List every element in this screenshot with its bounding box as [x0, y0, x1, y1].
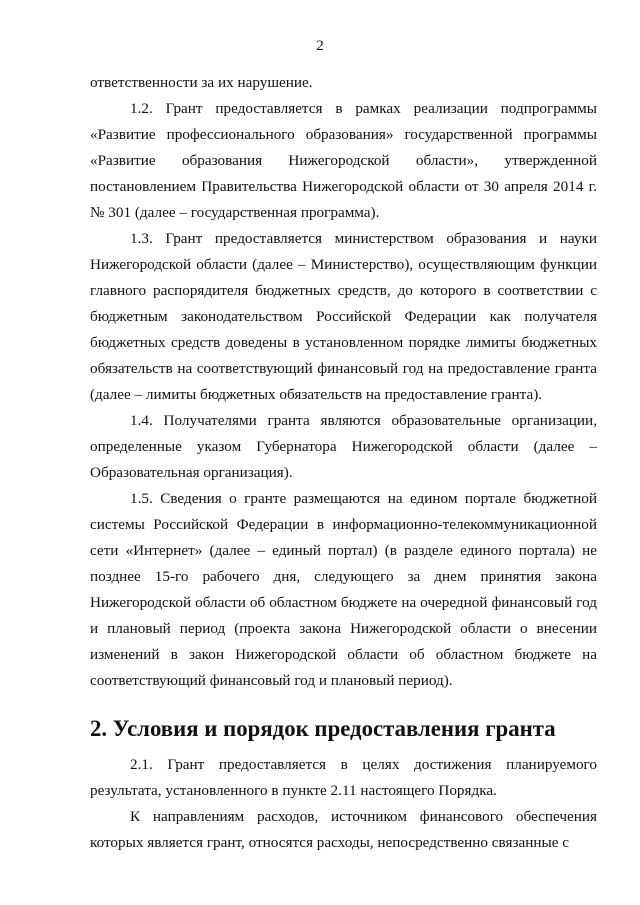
paragraph-expense-directions: К направлениям расходов, источником финансового обеспечения которых является грант, относятся расходы, непосредственно связанные с: [90, 808, 597, 851]
document-body: [90, 70, 597, 856]
paragraph-1-4: 1.4. Получателями гранта являются образовательные организации, определенные указом Губернатора Нижегородской области (далее – Образовательная организация).: [90, 412, 597, 481]
paragraph-1-3: 1.3. Грант предоставляется министерством образования и науки Нижегородской области (далее – Министерство), осуществляющим функции главного распорядителя бюджетных средств, до которого в соответствии с бюджетным законодательством Российской Федерации как получателя бюджетных средств доведены в установленном порядке лимиты бюджетных обязательств на соответствующий финансовый год на предоставление гранта (далее – лимиты бюджетных обязательств на предоставление гранта).: [90, 230, 597, 403]
paragraph-1-5: 1.5. Сведения о гранте размещаются на едином портале бюджетной системы Российской Федерации в информационно-телекоммуникационной сети «Интернет» (далее – единый портал) (в разделе единого портала) не позднее 15-го рабочего дня, следующего за днем принятия закона Нижегородской области об областном бюджете на очередной финансовый год и плановый период (проекта закона Нижегородской области о внесении изменений в закон Нижегородской области об областном бюджете на соответствующий финансовый год и плановый период).: [90, 490, 597, 689]
page-number: 2: [316, 38, 324, 54]
section-heading: 2. Условия и порядок предоставления гранта: [90, 716, 556, 741]
paragraph-1-2: 1.2. Грант предоставляется в рамках реализации подпрограммы «Развитие профессионального образования» государственной программы «Развитие образования Нижегородской области», утвержденной постановлением Правительства Нижегородской области от 30 апреля 2014 г. № 301 (далее – государственная программа).: [90, 100, 597, 221]
paragraph-continuation: ответственности за их нарушение.: [90, 74, 313, 91]
paragraph-2-1: 2.1. Грант предоставляется в целях достижения планируемого результата, установленного в пункте 2.11 настоящего Порядка.: [90, 756, 597, 799]
